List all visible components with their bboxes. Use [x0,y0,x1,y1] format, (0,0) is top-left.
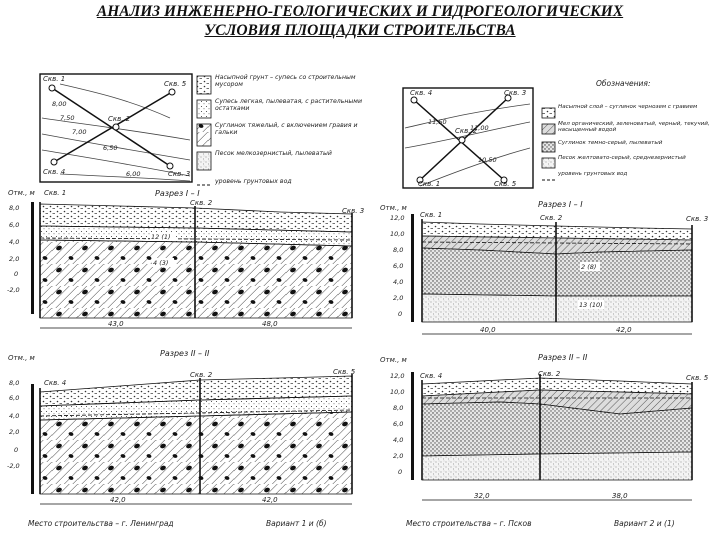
right-section-2 [380,353,709,528]
contour-label: 7,50 [60,114,75,122]
right-legend [542,79,718,188]
elevation-scale-bar [31,384,34,494]
axis-tick: 6,0 [393,420,404,428]
layer-label: 13 (10) [579,301,603,309]
section-well-label: Скв. 3 [686,215,709,223]
legend-swatch-fill [197,76,211,94]
well-marker [113,124,119,130]
axis-title: Отм., м [380,204,407,212]
legend-text: Песок желтовато-серый, среднезернистый [558,155,686,161]
axis-tick: -2,0 [7,462,20,470]
section-well-label: Скв. 4 [44,379,67,387]
caption-variant: Вариант 1 и (б) [266,519,327,528]
legend-text: Супесь легкая, пылеватая, с растительными остатками [215,98,362,113]
elevation-scale-bar [411,372,414,480]
legend-text: Суглинок темно-серый, пылеватый [558,140,663,146]
axis-title: Отм., м [380,356,407,364]
left-legend [197,74,365,194]
well-marker [411,97,417,103]
distance-label: 38,0 [612,492,628,500]
axis-tick: 6,0 [393,262,404,270]
layer-sand [422,294,692,322]
title-line-1: АНАЛИЗ ИНЖЕНЕРНО-ГЕОЛОГИЧЕСКИХ И ГИДРОГЕОЛОГИЧЕСКИХ [96,3,624,20]
axis-tick: 0 [398,310,403,318]
contour-label: 6,00 [126,170,141,178]
axis-tick: 2,0 [393,452,404,460]
legend-swatch-loam [542,142,555,152]
plan-well-label: Скв. 1 [418,180,441,188]
right-site-plan [403,88,533,188]
section-name: Разрез I – I [155,189,200,198]
layer-loam [40,240,352,318]
distance-label: 40,0 [480,326,496,334]
legend-text: уровень грунтовых вод [215,178,292,185]
axis-tick: 8,0 [9,379,20,387]
elevation-scale-bar [411,214,414,322]
axis-tick: 4,0 [9,412,20,420]
contour-label: 11,50 [428,118,447,126]
section-well-label: Скв. 2 [190,371,213,379]
contour-label: 8,00 [52,100,67,108]
section-well-label: Скв. 3 [342,207,365,215]
well-marker [169,89,175,95]
section-name: Разрез I – I [538,200,583,209]
axis-tick: 8,0 [393,246,404,254]
section-name: Разрез II – II [538,353,588,362]
contour-line [405,104,530,128]
caption-variant: Вариант 2 и (1) [614,519,675,528]
legend-swatch-sand [542,158,555,168]
distance-label: 42,0 [262,496,278,504]
contour-label: 6,50 [103,144,118,152]
left-section-2 [7,349,356,528]
axis-tick: 2,0 [9,428,20,436]
plan-well-label: Скв. 1 [43,75,66,83]
section-well-label: Скв. 2 [538,370,561,378]
section-well-label: Скв. 1 [420,211,443,219]
legend-swatch-fill [542,108,555,118]
legend-text: Песок мелкозернистый, пылеватый [215,150,332,157]
legend-text: Насыпной слой – суглинок чернозем с гравием [558,104,698,110]
well-marker [459,137,465,143]
axis-tick: 10,0 [390,230,405,238]
legend-title: Обозначения: [596,79,651,88]
distance-label: 32,0 [474,492,490,500]
plan-well-label: Скв. 4 [43,168,66,176]
plan-well-label: Скв. 5 [164,80,187,88]
plan-well-label: Скв. 2 [108,115,131,123]
plan-well-label: Скв. 4 [410,89,433,97]
contour-line [60,84,170,118]
layer-label: 12 (1) [151,233,171,241]
axis-tick: 8,0 [9,204,20,212]
plan-well-label: Скв. 3 [168,170,191,178]
layer-label: 4 (3) [153,259,169,267]
well-marker [167,163,173,169]
plan-well-label: Скв. 2 [455,127,478,135]
section-well-label: Скв. 4 [420,372,443,380]
section-well-label: Скв. 2 [540,214,563,222]
axis-tick: 0 [14,270,19,278]
axis-title: Отм., м [8,354,35,362]
axis-tick: 0 [398,468,403,476]
distance-label: 43,0 [108,320,124,328]
axis-tick: 10,0 [390,388,405,396]
axis-tick: 2,0 [9,255,20,263]
contour-label: 7,00 [72,128,87,136]
legend-text: Суглинок тяжелый, с включением гравия и гальки [215,122,358,137]
legend-text: Насыпной грунт – супесь со строительным мусором [215,74,356,89]
left-section-1 [7,189,364,328]
axis-tick: 12,0 [390,372,405,380]
legend-text: Мел органический, зеленоватый, черный, текучий, насыщенный водой [558,121,710,134]
legend-swatch-loam [197,124,211,146]
distance-label: 48,0 [262,320,278,328]
section-well-label: Скв. 1 [44,189,67,197]
legend-text: уровень грунтовых вод [558,171,628,177]
plan-well-label: Скв. 3 [504,89,527,97]
elevation-scale-bar [31,202,34,314]
right-plan-frame [403,88,533,188]
section-well-label: Скв. 5 [686,374,709,382]
caption-site: Место строительства – г. Ленинград [28,519,174,528]
layer-label: 2 (8) [581,263,597,271]
axis-tick: 0 [14,446,19,454]
axis-tick: 4,0 [393,436,404,444]
well-marker [49,85,55,91]
axis-tick: 8,0 [393,404,404,412]
axis-tick: 12,0 [390,214,405,222]
contour-label: 11,00 [470,124,489,132]
layer-loam [422,248,692,296]
axis-tick: -2,0 [7,286,20,294]
distance-label: 42,0 [616,326,632,334]
axis-tick: 4,0 [393,278,404,286]
title-line-2: УСЛОВИЯ ПЛОЩАДКИ СТРОИТЕЛЬСТВА [204,22,516,39]
distance-label: 42,0 [110,496,126,504]
left-site-plan [40,74,192,182]
axis-tick: 6,0 [9,394,20,402]
plan-well-label: Скв. 5 [494,180,517,188]
section-name: Разрез II – II [160,349,210,358]
section-well-label: Скв. 5 [333,368,356,376]
caption-site: Место строительства – г. Псков [406,519,532,528]
layer-loam [40,412,352,494]
legend-swatch-sand [197,152,211,170]
axis-tick: 4,0 [9,238,20,246]
section-well-label: Скв. 2 [190,199,213,207]
legend-swatch-peat [542,124,555,134]
axis-tick: 2,0 [393,294,404,302]
right-section-1 [380,200,708,334]
well-marker [51,159,57,165]
layer-sand [422,452,692,480]
axis-title: Отм., м [8,189,35,197]
contour-label: 10,50 [478,156,497,164]
axis-tick: 6,0 [9,221,20,229]
legend-swatch-sandy-loam [197,100,211,118]
